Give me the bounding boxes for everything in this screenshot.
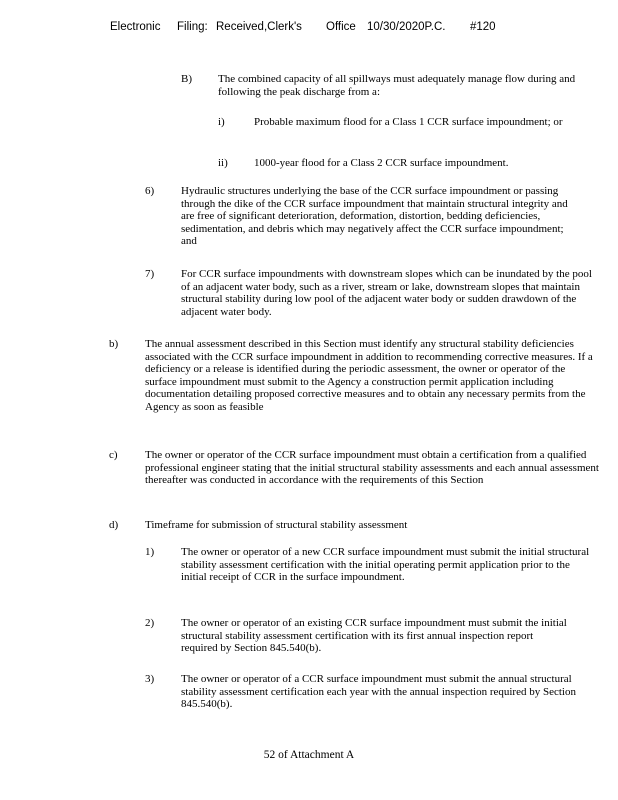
item-b-lower-label: b): [109, 338, 119, 350]
item-d2-label: 2): [145, 617, 155, 629]
header-received: Received,Clerk's: [216, 21, 302, 33]
item-b-lower-text: The annual assessment described in this Section must identify any structural stability deficiencies associated with the CCR surface impoundment in addition to recommending corrective measures. If a deficiency or a release is identified during the periodic assessment, the owner or operator of the surface impoundment must submit to the Agency a construction permit application including documentation detailing proposed corrective measures and to obtain any necessary permits from the Agency as soon as feasible: [145, 338, 593, 413]
item-c-text: The owner or operator of the CCR surface impoundment must obtain a certification from a qualified professional engineer stating that the initial structural stability assessments and each annual assessment thereafter was conducted in accordance with the requirements of this Section: [145, 449, 599, 486]
header-office: Office: [326, 21, 356, 33]
item-6-label: 6): [145, 185, 155, 197]
item-6-text: Hydraulic structures underlying the base of the CCR surface impoundment or passing through the dike of the CCR surface impoundment that maintain structural integrity and are free of significant deterioration, deformation, distortion, bedding deficiencies, sedimentation, and debris which may negatively affect the CCR surface impoundment; and: [181, 185, 568, 247]
item-7-label: 7): [145, 268, 155, 280]
page-footer: 52 of Attachment A: [263, 749, 355, 761]
item-d-text: Timeframe for submission of structural stability assessment: [145, 519, 408, 531]
item-d1-label: 1): [145, 546, 155, 558]
item-c-label: c): [109, 449, 118, 461]
item-b-ii-text: 1000-year flood for a Class 2 CCR surface impoundment.: [254, 157, 509, 169]
item-7-text: For CCR surface impoundments with downstream slopes which can be inundated by the pool of an adjacent water body, such as a river, stream or lake, downstream slopes that maintain structural stability during low pool of the adjacent water body or sudden drawdown of the adjacent water body.: [181, 268, 592, 318]
item-d-label: d): [109, 519, 119, 531]
header-electronic: Electronic: [110, 21, 161, 33]
item-d2-text: The owner or operator of an existing CCR surface impoundment must submit the initial structural stability assessment certification with its first annual inspection report required by Section 845.540(b).: [181, 617, 567, 654]
header-date: 10/30/2020P.C.: [367, 21, 446, 33]
item-d1-text: The owner or operator of a new CCR surface impoundment must submit the initial structural stability assessment certification with the initial operating permit application prior to the initial receipt of CCR in the surface impoundment.: [181, 546, 590, 583]
item-d3-label: 3): [145, 673, 155, 685]
item-d3-text: The owner or operator of a CCR surface impoundment must submit the annual structural stability assessment certification each year with the annual inspection required by Section 845.540(b).: [181, 673, 576, 710]
item-b-i-text: Probable maximum flood for a Class 1 CCR surface impoundment; or: [254, 116, 563, 128]
item-b-upper-text: The combined capacity of all spillways must adequately manage flow during and following the peak discharge from a:: [218, 73, 576, 98]
item-b-ii-label: ii): [218, 157, 228, 169]
item-b-upper-label: B): [181, 73, 192, 85]
item-b-i-label: i): [218, 116, 225, 128]
header-filing: Filing:: [177, 21, 208, 33]
header-number: #120: [470, 21, 496, 33]
